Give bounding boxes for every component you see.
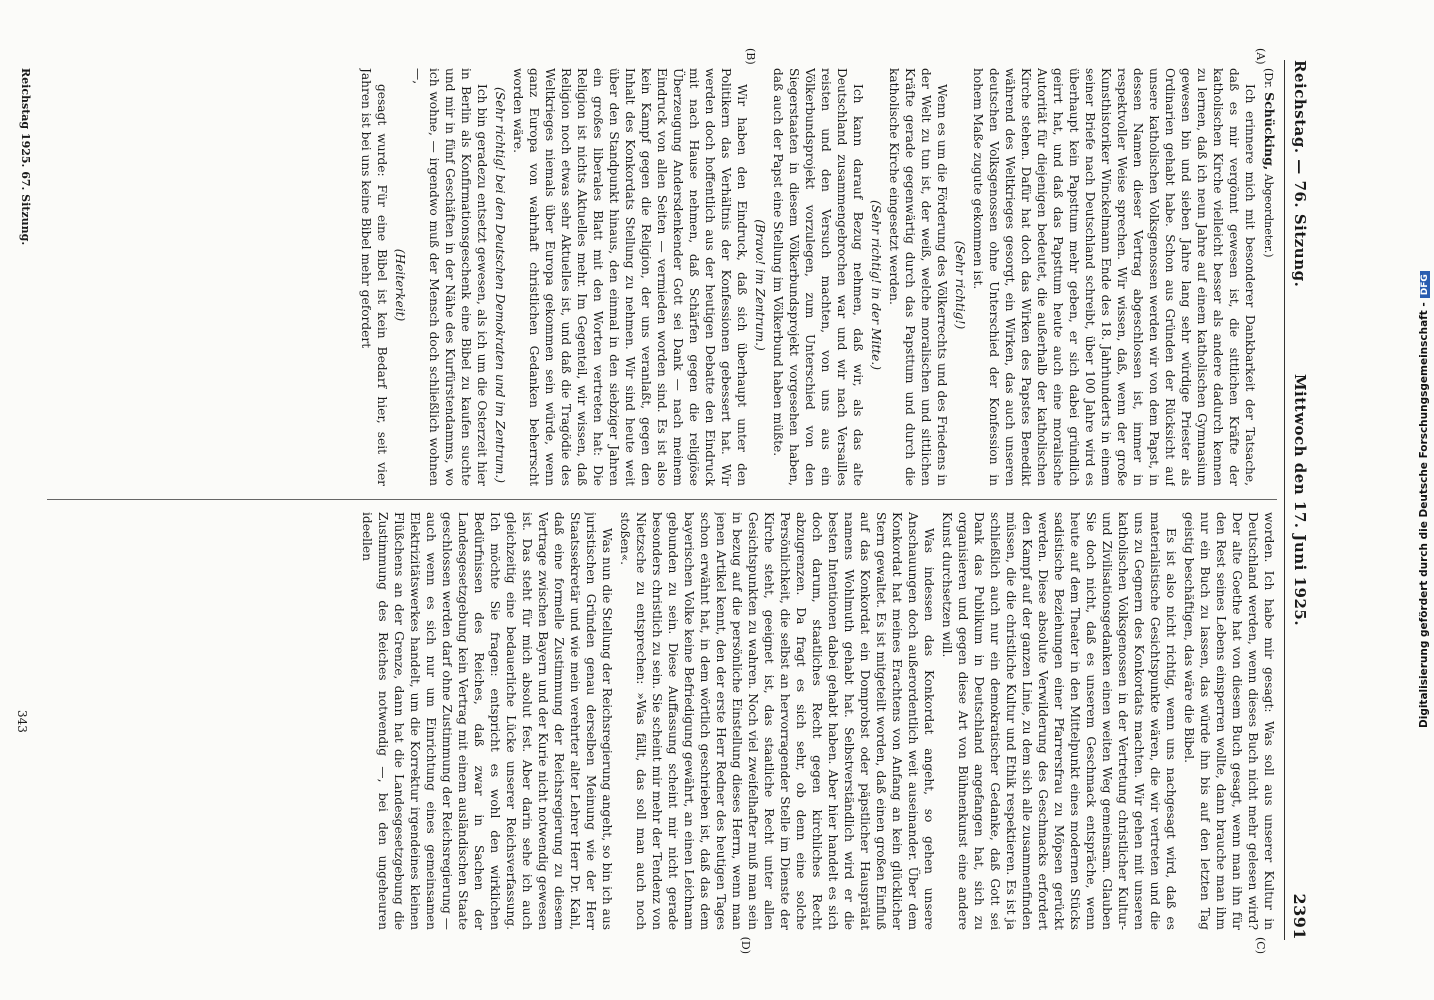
column-divider [47,499,1277,500]
header-date: Mittwoch den 17. Juni 1925. [1291,373,1309,627]
paragraph: Was nun die Stellung der Reichsregierung angeht, so bin ich aus juristischen Gründen genau derselben Meinung wie der Herr Staatssekretär und wie mein verehrter alter Lehrer Herr Dr. Kahl, daß eine formelle Zustimmung der Reichsregierung zu diesem Vertrage zwischen Bayern und der Kurie nicht notwendig gewesen ist. Das steht für mich absolut fest. Aber darin sehe ich auch gleichzeitig eine bedauerliche Lücke unserer Reichsverfassung. Ich möchte Sie fragen: entspricht es wohl den wirklichen Bedürfnissen des Reiches, daß zwar in Sachen der Landesgesetzgebung kein Vertrag mit einem ausländischen Staate geschlossen werden darf ohne Zustimmung der Reichsregierung — auch wenn es sich nur um Einrichtung eines gemeinsamen Elektrizitätswerkes handelt, um die Korrektur irgendeines kleinen Flüßchens an der Grenze, dann hat die Landesgesetzgebung die Zustimmung des Reiches notwendig —, bei den ungeheuren ideellen [360,512,614,930]
header-rule [1284,60,1285,940]
paragraph: Wenn es um die Förderung des Völkerrechts und des Friedens in der Welt zu tun ist, der weiß, welche moralischen und sittlichen Kräfte gerade gegenwärtig durch das Papsttum und durch die katholische Kirche eingesetzt werden. [887,68,949,486]
interjection: (Sehr richtig! bei den Deutschen Demokraten und im Zentrum.) [493,87,507,483]
funding-text: Digitalisierung gefördert durch die Deutsche Forschungsgemeinschaft - [1418,302,1430,728]
paragraph: Was indessen das Konkordat angeht, so gehen unsere Anschauungen doch außerordentlich weit auseinander. Über dem Konkordat hat meines Erachtens von Anfang an kein glücklicher Stern gewaltet. Es ist mitgeteilt worden, daß einen großen Einfluß auf das Konkordat ein Domprobst oder päpstlicher Hausprälat namens Wohlmuth gehabt hat. Selbstverständlich wird er die besten Intentionen dabei gehabt haben. Aber hier handelt es sich doch darum, staatliches Recht gegen kirchliches Recht abzugrenzen. Da fragt es sich sehr, ob denn eine solche Persönlichkeit, die selbst an hervorragender Stelle im Dienste der Kirche steht, geeignet ist, das staatliche Recht unter allen Gesichtspunkten zu wahren. Noch viel zweifelhafter muß man sein in bezug auf die persönliche Einstellung dieses Herrn, wenn man jenen Artikel kennt, den der erste Herr Redner des heutigen Tages schon erwähnt hat, in dem wörtlich geschrieben ist, daß das dem bayerischen Volke keine Befriedigung gewährt, an einen Leichnam gebunden zu sein. Diese Auffassung scheint mir nicht gerade besonders christlich zu sein. Sie scheint mir mehr der Tendenz von Nietzsche zu entsprechen: »Was fällt, das soll man auch noch stoßen«. [618,512,936,930]
margin-mark-b: (B) [744,48,757,65]
interjection: (Bravo! im Zentrum.) [753,219,767,351]
paragraph: gesagt wurde: Für eine Bibel ist kein Bedarf hier, seit vier Jahren ist bei uns keine Bibel mehr gefordert [359,68,389,486]
margin-mark-d: (D) [739,936,752,954]
right-column [47,512,1277,930]
paragraph: Ich erinnere mich mit besonderer Dankbarkeit der Tatsache, daß es mir vergönnt gewesen ist, die sittlichen Kräfte der katholischen Kirche vielleicht besser als andere dadurch kennen zu lernen, daß ich neun Jahre auf einem katholischen Gymnasium gewesen bin und sieben Jahre lang sehr würdige Priester als Ordinarien gehabt habe. Schon aus Gründen der Rücksicht auf unsere katholischen Volksgenossen werden wir von dem Papst, in dessen Namen dieser Vertrag abgeschlossen ist, immer in respektvoller Weise sprechen. Wir wissen, daß, wenn der große Kunsthistoriker Winckelmann Ende des 18. Jahrhunderts in einem seiner Briefe nach Deutschland schreibt, über 100 Jahre wird es überhaupt kein Papsttum mehr geben, er sich dabei gründlich geirrt hat, und daß das Papsttum heute auch eine moralische Autorität für diejenigen bedeutet, die außerhalb der katholischen Kirche stehen. Dafür hat doch das Wirken des Papstes Benedikt während des Weltkrieges gesorgt, ein Wirken, das auch unseren deutschen Volksgenossen ohne Unterschied der Konfession in hohem Maße zugute gekommen ist. [971,68,1257,486]
footer-session: Reichstag 1925. 67. Sitzung. [19,68,32,246]
dfg-logo: DFG [1420,271,1430,298]
paragraph: Wir haben den Eindruck, daß sich überhaupt unter den Politikern das Verhältnis der Konfessionen gebessert hat. Wir werden doch hoffentlich aus der heutigen Debatte den Eindruck mit nach Hause nehmen, daß Schärfen gegen die religiöse Überzeugung Andersdenkender Gott sei Dank — nach meinem Eindruck von allen Seiten — vermieden worden sind. Es ist also kein Kampf gegen die Religion, der uns veranlaßt, gegen den Inhalt des Konkordats Stellung zu nehmen. Wir sind heute weit über den Standpunkt hinaus, den einmal in den siebziger Jahren ein großes liberales Blatt mit den Worten vertreten hat: Die Religion ist nichts Aktuelles mehr. Im Gegenteil, wir wissen, daß Religion noch etwas sehr Aktuelles ist, und daß die Tragödie des Weltkrieges niemals über Europa gekommen sein würde, wenn ganz Europa von wahrhaft christlichen Gedanken beherrscht worden wäre. [511,68,749,486]
speaker-name: Schücking, [1262,92,1277,171]
header-session: Reichstag. — 76. Sitzung. [1291,60,1309,288]
speaker-role: Abgeordneter.) [1262,173,1275,258]
footer-signature: 343 [15,710,29,733]
margin-mark-a: (A) [1254,48,1267,65]
paragraph: Ich kann darauf Bezug nehmen, daß wir, als das alte Deutschland zusammengebrochen war und wir nach Versailles reisten und den Versuch machten, von uns aus ein Völkerbundsprojekt vorzulegen, zum Unterschied von den Siegerstaaten in diesem Völkerbundsprojekt vorgesehen haben, daß auch der Papst eine Stellung im Völkerbund haben müßte. [771,68,865,486]
paragraph: Es ist also nicht richtig, wenn uns nachgesagt wird, daß es materialistische Gesichtspunkte wären, die wir vertreten und die uns zu Gegnern des Konkordats machten. Wir gehen mit unseren katholischen Volksgenossen in der Vertretung christlicher Kultur- und Zivilisationsgedanken einen weiten Weg gemeinsam. Glauben Sie doch nicht, daß es unserem Geschmack entspräche, wenn heute auf dem Theater in den Mittelpunkt eines modernen Stücks sadistische Beziehungen einer Pfarrersfrau zu Möpsen gerückt werden. Diese absolute Verwilderung des Geschmacks erfordert den Kampf auf der ganzen Linie, zu dem sich alle zusammenfinden müssen, die die christliche Kultur und Ethik respektieren. Es ist ja schließlich auch nur ein demokratischer Gedanke, daß Gott sei Dank das Publikum in Deutschland angefangen hat, sich zu organisieren und gegen diese Art von Bühnenkunst eine andere Kunst durchsetzen will. [940,512,1178,930]
page-header [1285,60,1309,940]
page-number: 2391 [1290,893,1309,940]
paragraph: worden. Ich habe mir gesagt: Was soll aus unserer Kultur in Deutschland werden, wenn dieses Buch nicht mehr gelesen wird? Der alte Goethe hat von diesem Buch gesagt, wenn man ihn für den Rest seines Lebens einsperren wollte, dann brauche man ihm nur ein Buch zu lassen, das würde ihn bis auf den letzten Tag geistig beschäftigen, das wäre die Bibel. [1182,512,1276,930]
digitization-note [1414,0,1434,1000]
paragraph: Ich bin geradezu entsetzt gewesen, als ich um die Osterzeit hier in Berlin als Konfirmationsgeschenk eine Bibel zu kaufen suchte und mir in fünf Geschäften in der Nähe des Kurfürstendamms, wo ich wohne, — irgendwo muß der Mensch doch schließlich wohnen —, [411,68,489,486]
margin-mark-c: (C) [1254,937,1267,954]
interjection: (Sehr richtig! in der Mitte.) [869,200,883,370]
left-column [47,68,1277,486]
speaker-prefix: (Dr. [1262,68,1275,89]
interjection: (Heiterkeit) [393,248,407,322]
digitization-note-text [1418,8,1434,728]
interjection: (Sehr richtig!) [953,240,967,330]
rotated-page-content [7,48,1317,954]
speaker-line [1260,68,1277,486]
